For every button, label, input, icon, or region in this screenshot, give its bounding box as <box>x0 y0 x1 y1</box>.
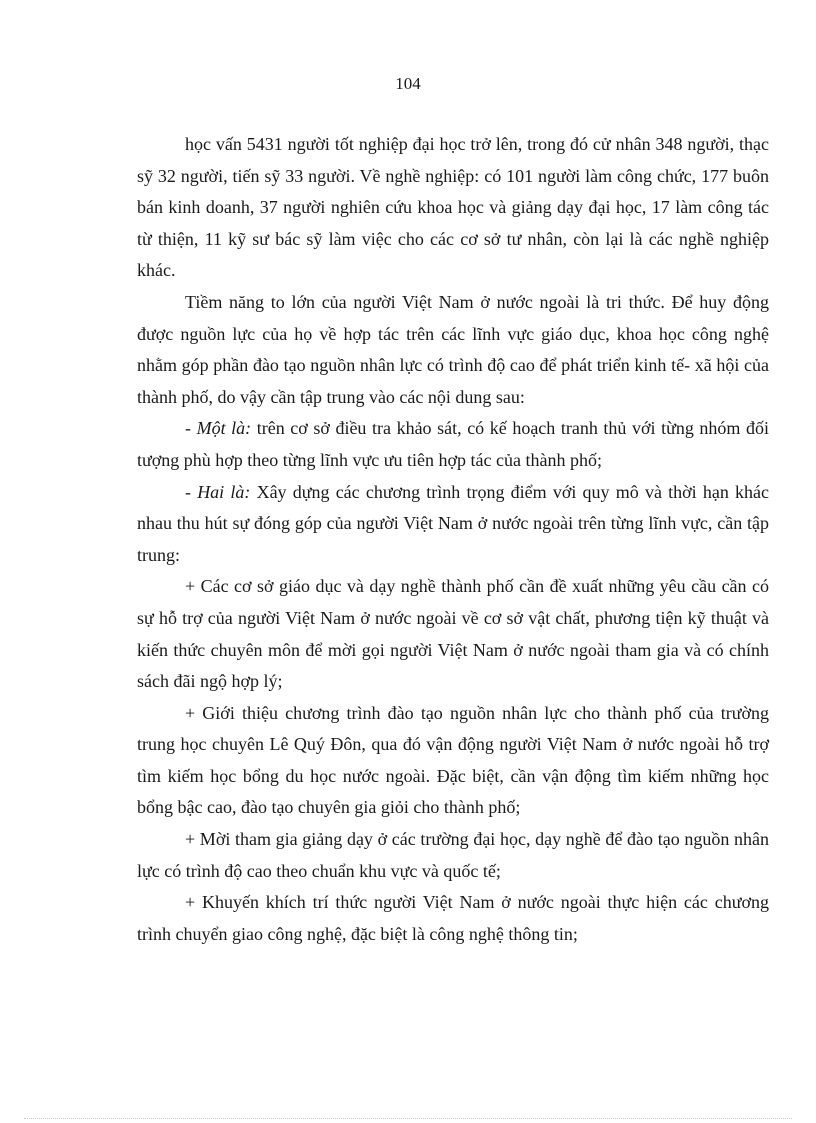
paragraph-text: + Mời tham gia giảng dạy ở các trường đại học, dạy nghề để đào tạo nguồn nhân lực có trình độ cao theo chuẩn khu vực và quốc tế; <box>137 829 769 881</box>
point-two-lead: Hai là: <box>197 481 251 502</box>
paragraph-sub-item-facilities <box>137 571 769 697</box>
bullet-prefix: - <box>185 418 197 439</box>
page-number: 104 <box>395 74 421 93</box>
point-one-lead: Một là: <box>196 418 252 439</box>
paragraph-text: Xây dựng các chương trình trọng điểm với quy mô và thời hạn khác nhau thu hút sự đóng góp của người Việt Nam ở nước ngoài trên từng lĩnh vực, cần tập trung: <box>137 481 769 565</box>
document-body <box>137 129 769 950</box>
paragraph-education-stats <box>137 129 769 287</box>
page-bottom-divider <box>24 1118 792 1119</box>
paragraph-point-one <box>137 413 769 476</box>
paragraph-text: + Giới thiệu chương trình đào tạo nguồn nhân lực cho thành phố của trường trung học chuyên Lê Quý Đôn, qua đó vận động người Việt Nam ở nước ngoài hỗ trợ tìm kiếm học bổng du học nước ngoài. Đặc biệt, cần vận động tìm kiếm những học bổng bậc cao, đào tạo chuyên gia giỏi cho thành phố; <box>137 702 769 818</box>
paragraph-sub-item-teaching <box>137 824 769 887</box>
paragraph-text: Tiềm năng to lớn của người Việt Nam ở nước ngoài là tri thức. Để huy động được nguồn lực của họ về hợp tác trên các lĩnh vực giáo dục, khoa học công nghệ nhằm góp phần đào tạo nguồn nhân lực có trình độ cao để phát triển kinh tế- xã hội của thành phố, do vậy cần tập trung vào các nội dung sau: <box>137 291 769 407</box>
paragraph-text: + Khuyến khích trí thức người Việt Nam ở nước ngoài thực hiện các chương trình chuyển giao công nghệ, đặc biệt là công nghệ thông tin; <box>137 892 769 944</box>
paragraph-text: + Các cơ sở giáo dục và dạy nghề thành phố cần đề xuất những yêu cầu cần có sự hỗ trợ của người Việt Nam ở nước ngoài về cơ sở vật chất, phương tiện kỹ thuật và kiến thức chuyên môn để mời gọi người Việt Nam ở nước ngoài tham gia và có chính sách đãi ngộ hợp lý; <box>137 576 769 692</box>
paragraph-sub-item-technology-transfer <box>137 887 769 950</box>
paragraph-intellectual-potential <box>137 287 769 413</box>
paragraph-text: học vấn 5431 người tốt nghiệp đại học trở lên, trong đó cử nhân 348 người, thạc sỹ 32 người, tiến sỹ 33 người. Về nghề nghiệp: có 101 người làm công chức, 177 buôn bán kinh doanh, 37 người nghiên cứu khoa học và giảng dạy đại học, 17 làm công tác từ thiện, 11 kỹ sư bác sỹ làm việc cho các cơ sở tư nhân, còn lại là các nghề nghiệp khác. <box>137 134 769 281</box>
paragraph-sub-item-training-program <box>137 698 769 824</box>
paragraph-text: trên cơ sở điều tra khảo sát, có kế hoạch tranh thủ với từng nhóm đối tượng phù hợp theo từng lĩnh vực ưu tiên hợp tác của thành phố; <box>137 418 769 470</box>
bullet-prefix: - <box>185 481 198 502</box>
paragraph-point-two <box>137 477 769 572</box>
